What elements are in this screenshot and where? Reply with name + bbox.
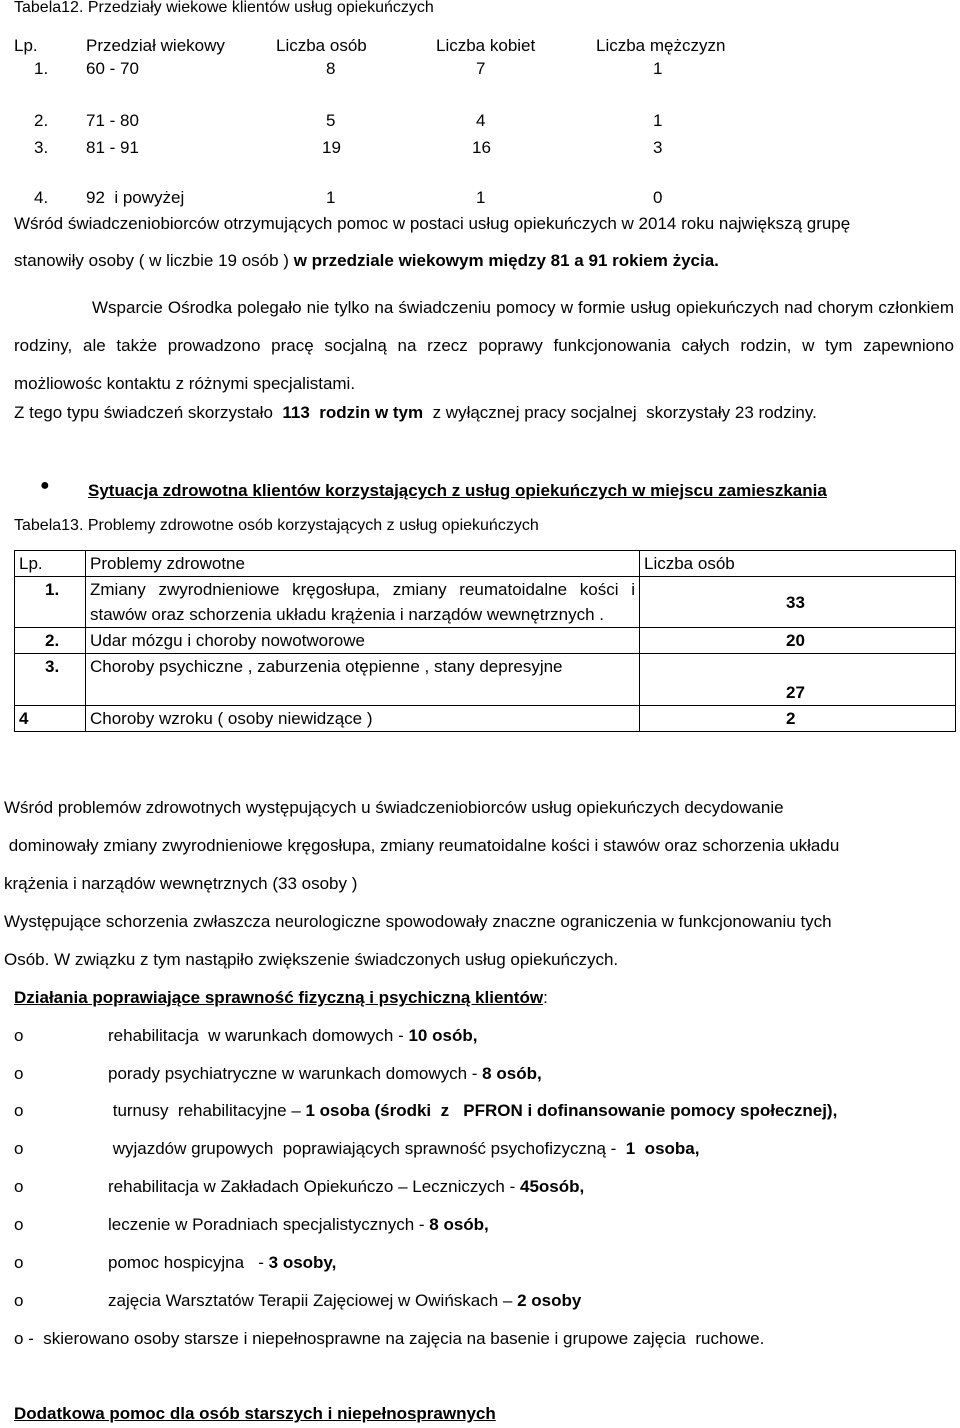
section-heading: Sytuacja zdrowotna klientów korzystających z usług opiekuńczych w miejscu zamieszkania: [88, 481, 827, 500]
actions-heading-text: Działania poprawiające sprawność fizyczną i psychiczną klientów: [14, 988, 544, 1007]
table12-header-cell: Lp.: [14, 36, 38, 55]
list-item-text: wyjazdów grupowych poprawiających sprawność psychofizyczną -: [108, 1139, 626, 1158]
paragraph-text: z wyłącznej pracy socjalnej skorzystały 23 rodziny.: [432, 403, 817, 422]
table13-cell: 3.: [15, 654, 86, 706]
list-item-emphasis: 1 osoba,: [625, 1139, 700, 1158]
table13-cell: Choroby wzroku ( osoby niewidzące ): [86, 706, 640, 732]
list-bullet-icon: o: [14, 1215, 24, 1234]
table13-cell: 1.: [15, 577, 86, 628]
paragraph-line: Wśród problemów zdrowotnych występujących u świadczeniobiorców usług opiekuńczych decydowanie: [4, 798, 784, 817]
list-item-emphasis: 1 osoba (środki z PFRON i dofinansowanie pomocy społecznej),: [305, 1101, 838, 1120]
table12-cell: 3.: [34, 138, 49, 157]
table13: [14, 550, 956, 732]
list-item: [108, 1291, 581, 1311]
table13-cell: 20: [640, 628, 956, 654]
paragraph-line: [14, 251, 719, 271]
table12-cell: 1: [476, 188, 486, 207]
table13-cell: 2.: [15, 628, 86, 654]
table13-header-cell: Lp.: [15, 551, 86, 577]
list-item: [108, 1215, 489, 1235]
paragraph-line: krążenia i narządów wewnętrznych (33 osoby ): [4, 874, 358, 893]
list-item-text: porady psychiatryczne w warunkach domowych -: [108, 1064, 483, 1083]
table13-caption: Tabela13. Problemy zdrowotne osób korzystających z usług opiekuńczych: [14, 517, 539, 534]
table-row: [14, 111, 774, 138]
paragraph-text: stanowiły osoby ( w liczbie 19 osób ): [14, 251, 289, 270]
list-bullet-icon: o: [14, 1064, 24, 1083]
list-item-emphasis: 8 osób,: [482, 1064, 542, 1083]
table-row: [15, 654, 956, 706]
footer-heading: Dodatkowa pomoc dla osób starszych i niepełnosprawnych: [14, 1404, 496, 1423]
table13-cell: 4: [15, 706, 86, 732]
list-item: [108, 1101, 837, 1121]
table13-cell: Choroby psychiczne , zaburzenia otępienne , stany depresyjne: [86, 654, 640, 706]
table12-cell: 92 i powyżej: [86, 188, 185, 207]
bullet-icon: ●: [40, 477, 50, 494]
table12-cell: 4: [476, 111, 486, 130]
list-item-text: pomoc hospicyjna -: [108, 1253, 269, 1272]
list-bullet-icon: o: [14, 1177, 24, 1196]
table13-cell: 33: [640, 577, 956, 628]
table12-cell: 5: [326, 111, 336, 130]
table-row: [14, 59, 774, 111]
paragraph-text: Z tego typu świadczeń skorzystało: [14, 403, 273, 422]
table12-cell: 19: [322, 138, 341, 157]
paragraph-line: Wśród świadczeniobiorców otrzymujących pomoc w postaci usług opiekuńczych w 2014 roku największą grupę: [14, 214, 851, 233]
table12-cell: 0: [653, 188, 663, 207]
table12-cell: 3: [653, 138, 663, 157]
table13-cell: 27: [640, 654, 956, 706]
list-item-text: rehabilitacja w warunkach domowych -: [108, 1026, 409, 1045]
paragraph-line: [14, 403, 817, 423]
table13-header-cell: Problemy zdrowotne: [86, 551, 640, 577]
table12-cell: 81 - 91: [86, 138, 139, 157]
paragraph-line: Występujące schorzenia zwłaszcza neurologiczne spowodowały znaczne ograniczenia w funkcjonowaniu tych: [4, 912, 832, 931]
table12-cell: 1.: [34, 59, 49, 78]
list-bullet-icon: o: [14, 1291, 24, 1310]
list-item-last: o - skierowano osoby starsze i niepełnosprawne na zajęcia na basenie i grupowe zajęcia ruchowe.: [14, 1329, 765, 1348]
list-item-emphasis: 45osób,: [519, 1177, 585, 1196]
list-item-text: rehabilitacja w Zakładach Opiekuńczo – Leczniczych -: [108, 1177, 520, 1196]
table-row: [14, 188, 774, 214]
table12-cell: 1: [653, 59, 663, 78]
list-item-emphasis: 10 osób,: [408, 1026, 478, 1045]
list-item-text: turnusy rehabilitacyjne –: [108, 1101, 306, 1120]
table12-cell: 2.: [34, 111, 49, 130]
table13-cell: 2: [640, 706, 956, 732]
list-item: [108, 1026, 477, 1046]
paragraph-emphasis: 113 rodzin w tym: [282, 403, 424, 422]
table13-cell: Zmiany zwyrodnieniowe kręgosłupa, zmiany reumatoidalne kości i stawów oraz schorzenia układu krążenia i narządów wewnętrznych .: [86, 577, 640, 628]
list-item: [108, 1177, 584, 1197]
table-row: [15, 706, 956, 732]
table12-cell: 60 - 70: [86, 59, 139, 78]
table12-header-cell: Liczba mężczyzn: [596, 36, 726, 55]
table12-cell: 4.: [34, 188, 49, 207]
list-bullet-icon: o: [14, 1253, 24, 1272]
table12-cell: 71 - 80: [86, 111, 139, 130]
table12-header-cell: Liczba kobiet: [436, 36, 536, 55]
list-bullet-icon: o: [14, 1101, 24, 1120]
table12-header-cell: Przedział wiekowy: [86, 36, 225, 55]
table-row: [15, 577, 956, 628]
table13-header-row: [15, 551, 956, 577]
table12-caption: Tabela12. Przedziały wiekowe klientów usług opiekuńczych: [14, 0, 434, 16]
table12-cell: 7: [476, 59, 486, 78]
table12-cell: 1: [653, 111, 663, 130]
list-item-emphasis: 8 osób,: [429, 1215, 489, 1234]
list-bullet-icon: o: [14, 1139, 24, 1158]
list-item-text: leczenie w Poradniach specjalistycznych -: [108, 1215, 430, 1234]
table13-header-cell: Liczba osób: [640, 551, 956, 577]
table12-cell: 8: [326, 59, 336, 78]
table12-header-cell: Liczba osób: [276, 36, 367, 55]
table12: [14, 33, 774, 214]
paragraph-line: dominowały zmiany zwyrodnieniowe kręgosłupa, zmiany reumatoidalne kości i stawów oraz schorzenia układu: [4, 836, 840, 855]
table-row: [15, 628, 956, 654]
list-item: [108, 1253, 336, 1273]
list-item-text: zajęcia Warsztatów Terapii Zajęciowej w Owińskach –: [108, 1291, 518, 1310]
paragraph: Wsparcie Ośrodka polegało nie tylko na świadczeniu pomocy w formie usług opiekuńczych nad chorym członkiem rodziny, ale także prowadzono pracę socjalną na rzecz poprawy funkcjonowania całych rodzin, w tym zapewniono możliowośc kontaktu z różnymi specjalistami.: [14, 298, 954, 393]
table12-header-row: [14, 33, 774, 59]
table-row: [14, 138, 774, 188]
actions-heading-colon: :: [543, 988, 548, 1007]
table12-cell: 1: [326, 188, 336, 207]
list-item-emphasis: 2 osoby: [517, 1291, 582, 1310]
table13-cell: Udar mózgu i choroby nowotworowe: [86, 628, 640, 654]
list-item: [108, 1139, 699, 1159]
table12-cell: 16: [472, 138, 491, 157]
list-item: [108, 1064, 542, 1084]
list-bullet-icon: o: [14, 1026, 24, 1045]
list-item-emphasis: 3 osoby,: [268, 1253, 337, 1272]
paragraph-line: Osób. W związku z tym nastąpiło zwiększenie świadczonych usług opiekuńczych.: [4, 950, 619, 969]
actions-heading: [14, 988, 548, 1008]
paragraph-emphasis: w przedziale wiekowym między 81 a 91 rokiem życia.: [293, 251, 719, 270]
